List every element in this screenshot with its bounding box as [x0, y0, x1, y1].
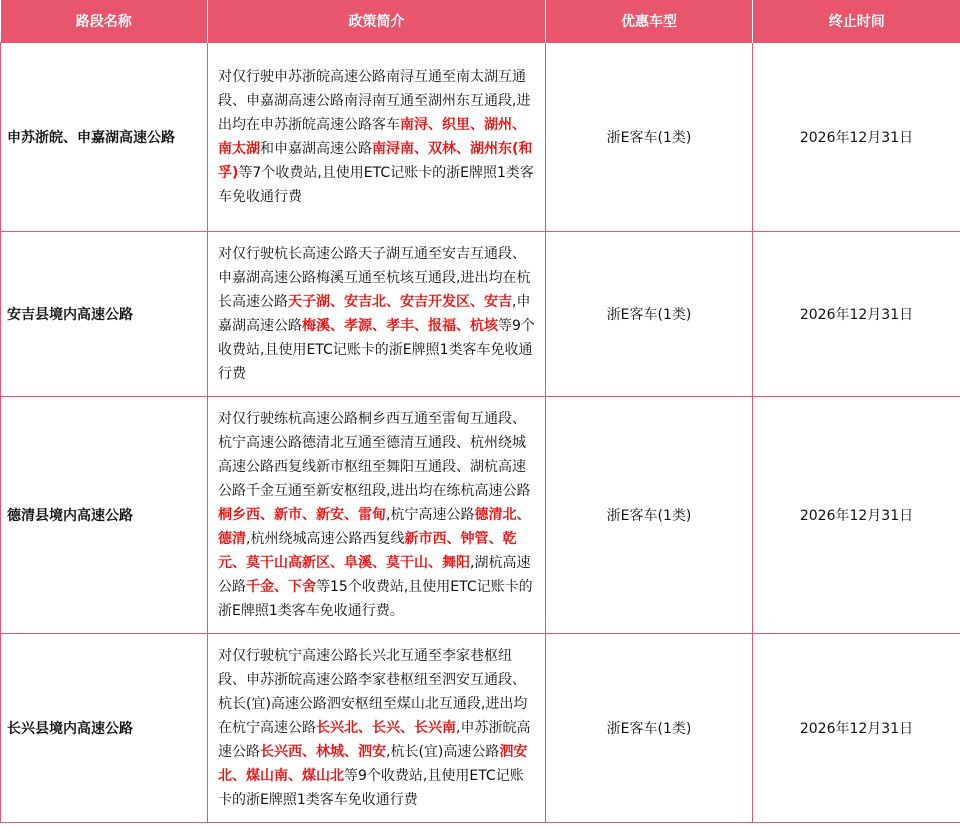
desc-segment: ,申嘉湖高速公路: [218, 294, 531, 334]
highlighted-stations: 天子湖、安吉北、安吉开发区、安吉: [288, 294, 512, 310]
desc-segment: 等7个收费站,且使用ETC记账卡的浙E牌照1类客车免收通行费: [218, 165, 534, 205]
road-name-cell: 申苏浙皖、申嘉湖高速公路: [1, 43, 208, 232]
policy-desc-cell: [208, 634, 546, 823]
table-row: [1, 634, 960, 823]
table-body: [1, 43, 960, 823]
desc-segment: 和申嘉湖高速公路: [260, 141, 372, 157]
desc-segment: ,湖杭高速公路: [218, 555, 531, 595]
end-date-cell: 2026年12月31日: [753, 634, 960, 823]
highlighted-stations: 桐乡西、新市、新安、雷甸: [218, 507, 386, 523]
highlighted-stations: 德清北、德清: [218, 507, 531, 547]
table-header: [1, 0, 960, 43]
end-date-cell: 2026年12月31日: [753, 43, 960, 232]
header-end-date: 终止时间: [753, 0, 960, 43]
policy-desc-cell: [208, 397, 546, 634]
highlighted-stations: 梅溪、孝源、孝丰、报福、杭垓: [302, 318, 498, 334]
road-name-cell: 长兴县境内高速公路: [1, 634, 208, 823]
header-vehicle-type: 优惠车型: [546, 0, 753, 43]
table-row: [1, 397, 960, 634]
header-row: [1, 0, 960, 43]
desc-segment: 对仅行驶杭宁高速公路长兴北互通至李家巷枢纽段、申苏浙皖高速公路李家巷枢纽至泗安互通段、杭长(宜)高速公路泗安枢纽至煤山北互通段,进出均在杭宁高速公路: [218, 648, 528, 736]
desc-segment: 等9个收费站,且使用ETC记账卡的浙E牌照1类客车免收通行费: [218, 768, 524, 808]
header-policy-summary: 政策简介: [208, 0, 546, 43]
table-row: [1, 43, 960, 232]
desc-segment: 等15个收费站,且使用ETC记账卡的浙E牌照1类客车免收通行费。: [218, 579, 533, 619]
vehicle-type-cell: 浙E客车(1类): [546, 43, 753, 232]
policy-desc-cell: [208, 232, 546, 397]
header-road-name: 路段名称: [1, 0, 208, 43]
highlighted-stations: 千金、下舍: [246, 579, 316, 595]
vehicle-type-cell: 浙E客车(1类): [546, 397, 753, 634]
vehicle-type-cell: 浙E客车(1类): [546, 232, 753, 397]
policy-desc-cell: [208, 43, 546, 232]
road-name-cell: 安吉县境内高速公路: [1, 232, 208, 397]
road-name-cell: 德清县境内高速公路: [1, 397, 208, 634]
highlighted-stations: 新市西、钟管、乾元、莫干山高新区、阜溪、莫干山、舞阳: [218, 531, 517, 571]
desc-segment: ,杭宁高速公路: [386, 507, 475, 523]
highlighted-stations: 南浔、织里、湖州、南太湖: [218, 117, 526, 157]
highlighted-stations: 泗安北、煤山南、煤山北: [218, 744, 528, 784]
desc-segment: 等9个收费站,且使用ETC记账卡的浙E牌照1类客车免收通行费: [218, 318, 535, 382]
desc-segment: 对仅行驶杭长高速公路天子湖互通至安吉互通段、申嘉湖高速公路梅溪互通至杭垓互通段,进出均在杭长高速公路: [218, 246, 531, 310]
desc-segment: 对仅行驶申苏浙皖高速公路南浔互通至南太湖互通段、申嘉湖高速公路南浔南互通至湖州东互通段,进出均在申苏浙皖高速公路客车: [218, 69, 531, 133]
desc-segment: ,杭州绕城高速公路西复线: [246, 531, 405, 547]
highlighted-stations: 南浔南、双林、湖州东(和孚): [218, 141, 533, 181]
highlighted-stations: 长兴北、长兴、长兴南: [316, 720, 456, 736]
desc-segment: ,申苏浙皖高速公路: [218, 720, 531, 760]
desc-segment: ,杭长(宜)高速公路: [386, 744, 500, 760]
highlighted-stations: 长兴西、林城、泗安: [260, 744, 386, 760]
vehicle-type-cell: 浙E客车(1类): [546, 634, 753, 823]
end-date-cell: 2026年12月31日: [753, 397, 960, 634]
desc-segment: 对仅行驶练杭高速公路桐乡西互通至雷甸互通段、杭宁高速公路德清北互通至德清互通段、杭州绕城高速公路西复线新市枢纽至舞阳互通段、湖杭高速公路千金互通至新安枢纽段,进出均在练杭高速公路: [218, 411, 531, 499]
end-date-cell: 2026年12月31日: [753, 232, 960, 397]
table-row: [1, 232, 960, 397]
